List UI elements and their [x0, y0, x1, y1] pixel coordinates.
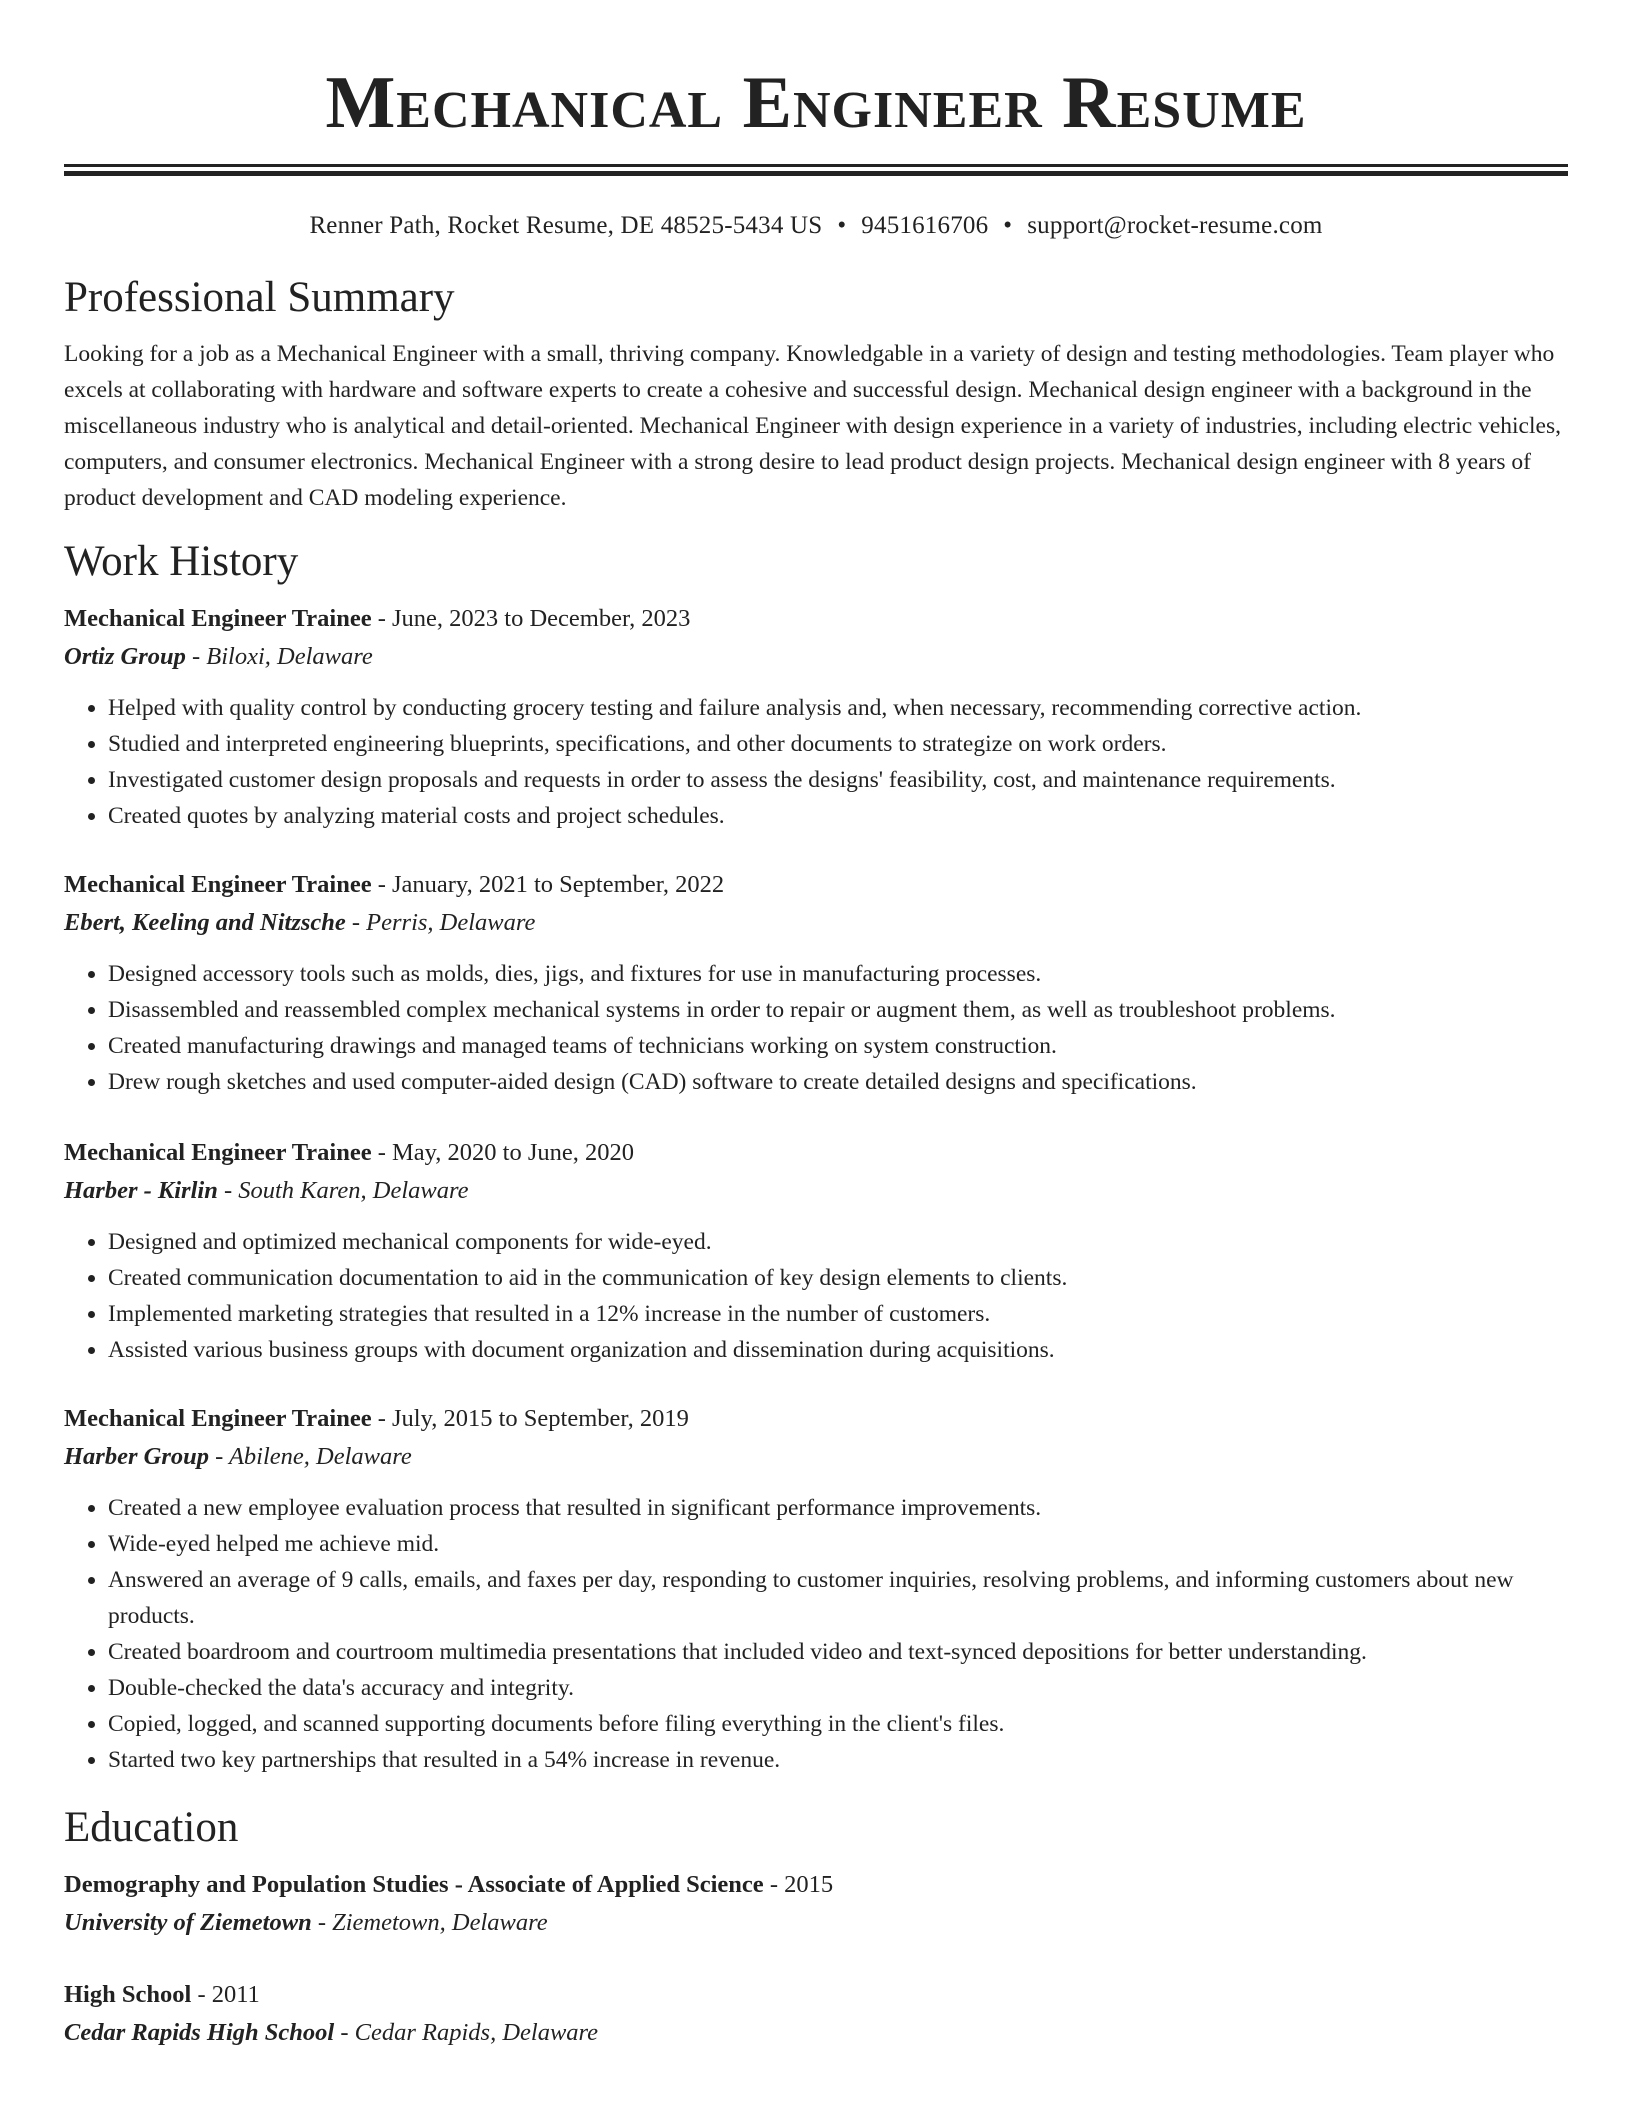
job-bullet: • Created a new employee evaluation process that resulted in significant performance improvements. [108, 1490, 1568, 1526]
title-divider [64, 164, 1568, 176]
education-degree-line [64, 1976, 1568, 2014]
job-role: Mechanical Engineer Trainee [64, 605, 372, 632]
education-school-line [64, 2014, 1568, 2052]
job-location: - Abilene, Delaware [208, 1443, 412, 1470]
education-location: - Ziemetown, Delaware [311, 1909, 548, 1936]
job-bullet: • Created manufacturing drawings and managed teams of technicians working on system construction. [108, 1028, 1568, 1064]
work-history-section [64, 534, 1568, 1778]
job-entry [64, 1400, 1568, 1778]
job-bullets [64, 1490, 1568, 1778]
job-bullet: • Created communication documentation to aid in the communication of key design elements to clients. [108, 1260, 1568, 1296]
job-bullet: • Designed accessory tools such as molds, dies, jigs, and fixtures for use in manufacturing processes. [108, 956, 1568, 992]
education-degree-line [64, 1866, 1568, 1904]
job-dates: - June, 2023 to December, 2023 [371, 605, 691, 632]
job-location: - South Karen, Delaware [217, 1177, 469, 1204]
job-company-line [64, 638, 1568, 676]
education-year: - 2011 [191, 1981, 260, 2008]
job-company: Harber Group [64, 1443, 209, 1470]
contact-address: Renner Path, Rocket Resume, DE 48525-5434 US [309, 212, 823, 239]
contact-email: support@rocket-resume.com [1027, 212, 1323, 239]
job-title-line [64, 1134, 1568, 1172]
job-location: - Perris, Delaware [345, 909, 536, 936]
job-entry [64, 600, 1568, 834]
job-company-line [64, 904, 1568, 942]
job-bullet: • Helped with quality control by conducting grocery testing and failure analysis and, when necessary, recommending corrective action. [108, 690, 1568, 726]
job-role: Mechanical Engineer Trainee [64, 871, 372, 898]
job-company-line [64, 1172, 1568, 1210]
contact-line [64, 210, 1568, 242]
education-degree: Demography and Population Studies - Associate of Applied Science [64, 1871, 764, 1898]
education-location: - Cedar Rapids, Delaware [334, 2019, 599, 2046]
job-company: Harber - Kirlin [64, 1177, 218, 1204]
job-company-line [64, 1438, 1568, 1476]
contact-phone: 9451616706 [861, 212, 989, 239]
job-bullet: • Wide-eyed helped me achieve mid. [108, 1526, 1568, 1562]
job-role: Mechanical Engineer Trainee [64, 1405, 372, 1432]
job-title-line [64, 600, 1568, 638]
job-company: Ebert, Keeling and Nitzsche [64, 909, 346, 936]
job-bullet: • Created quotes by analyzing material costs and project schedules. [108, 798, 1568, 834]
work-history-heading: Work History [64, 538, 299, 585]
job-location: - Biloxi, Delaware [185, 643, 373, 670]
job-title-line [64, 1400, 1568, 1438]
summary-text: Looking for a job as a Mechanical Engineer with a small, thriving company. Knowledgable in a variety of design and testing methodologies. Team player who excels at collaborating with hardware and software experts to create a cohesive and successful design. Mechanical design engineer with a background in the miscellaneous industry who is analytical and detail-oriented. Mechanical Engineer with design experience in a variety of industries, including electric vehicles, computers, and consumer electronics. Mechanical Engineer with a strong desire to lead product design projects. Mechanical design engineer with 8 years of product development and CAD modeling experience. [64, 341, 1561, 511]
job-bullets [64, 690, 1568, 834]
job-bullet: • Answered an average of 9 calls, emails, and faxes per day, responding to customer inquiries, resolving problems, and informing customers about new products. [108, 1562, 1568, 1634]
job-bullet: • Copied, logged, and scanned supporting documents before filing everything in the client's files. [108, 1706, 1568, 1742]
education-section [64, 1800, 1568, 2052]
job-bullet: • Drew rough sketches and used computer-aided design (CAD) software to create detailed designs and specifications. [108, 1064, 1568, 1100]
job-bullets [64, 1224, 1568, 1368]
job-bullet: • Double-checked the data's accuracy and integrity. [108, 1670, 1568, 1706]
contact-separator: • [837, 212, 847, 239]
education-entry [64, 1976, 1568, 2052]
summary-heading: Professional Summary [64, 274, 455, 321]
job-bullet: • Created boardroom and courtroom multimedia presentations that included video and text-synced depositions for better understanding. [108, 1634, 1568, 1670]
job-dates: - May, 2020 to June, 2020 [371, 1139, 635, 1166]
education-school: University of Ziemetown [64, 1909, 312, 1936]
job-bullet: • Designed and optimized mechanical components for wide-eyed. [108, 1224, 1568, 1260]
contact-separator: • [1003, 212, 1013, 239]
job-bullet: • Started two key partnerships that resulted in a 54% increase in revenue. [108, 1742, 1568, 1778]
education-degree: High School [64, 1981, 192, 2008]
resume-title: Mechanical Engineer Resume [325, 62, 1307, 144]
job-role: Mechanical Engineer Trainee [64, 1139, 372, 1166]
job-company: Ortiz Group [64, 643, 186, 670]
education-year: - 2015 [763, 1871, 834, 1898]
job-dates: - January, 2021 to September, 2022 [371, 871, 725, 898]
job-title-line [64, 866, 1568, 904]
job-entry [64, 866, 1568, 1100]
summary-section [64, 270, 1568, 516]
job-bullet: • Studied and interpreted engineering blueprints, specifications, and other documents to strategize on work orders. [108, 726, 1568, 762]
job-bullet: • Disassembled and reassembled complex mechanical systems in order to repair or augment them, as well as troubleshoot problems. [108, 992, 1568, 1028]
job-dates: - July, 2015 to September, 2019 [371, 1405, 689, 1432]
education-school-line [64, 1904, 1568, 1942]
education-school: Cedar Rapids High School [64, 2019, 335, 2046]
job-bullets [64, 956, 1568, 1100]
resume-page [64, 0, 1568, 2052]
education-heading: Education [64, 1804, 239, 1851]
job-entry [64, 1134, 1568, 1368]
job-bullet: • Implemented marketing strategies that resulted in a 12% increase in the number of customers. [108, 1296, 1568, 1332]
job-bullet: • Assisted various business groups with document organization and dissemination during acquisitions. [108, 1332, 1568, 1368]
job-bullet: • Investigated customer design proposals and requests in order to assess the designs' feasibility, cost, and maintenance requirements. [108, 762, 1568, 798]
education-entry [64, 1866, 1568, 1942]
